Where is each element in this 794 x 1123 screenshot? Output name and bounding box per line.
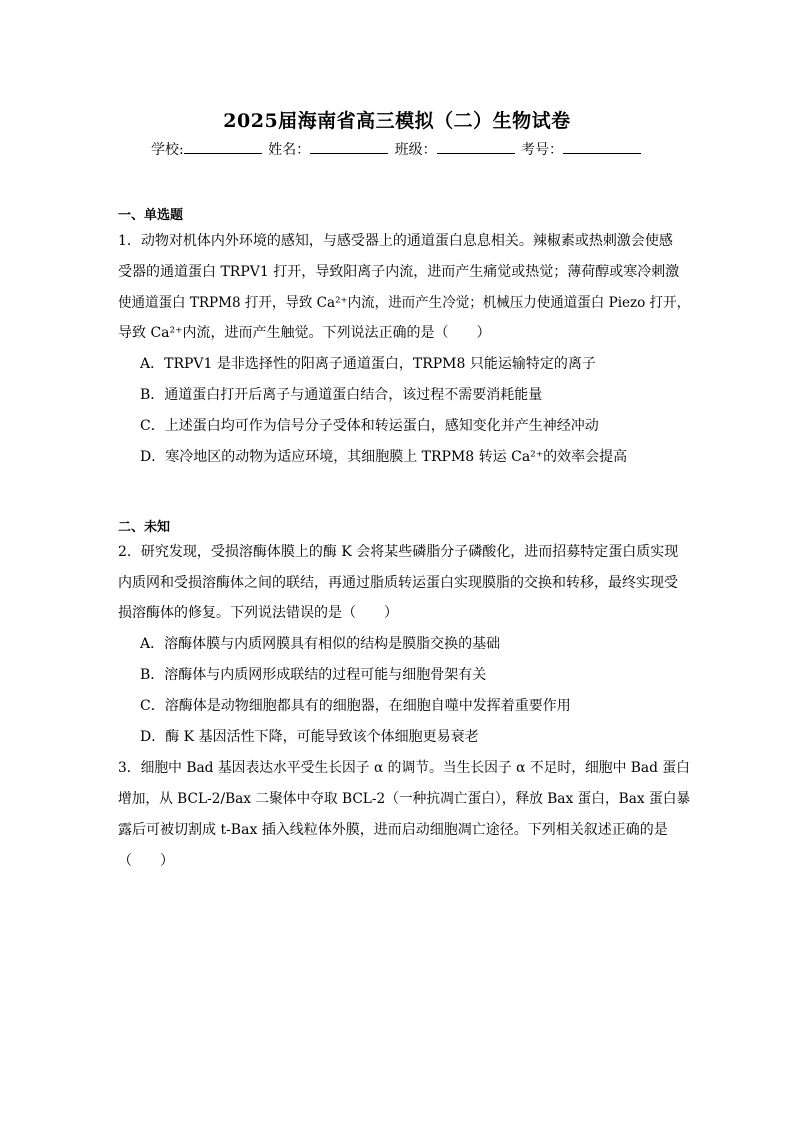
- question-2-line-2: 内质网和受损溶酶体之间的联结，再通过脂质转运蛋白实现膜脂的交换和转移，最终实现受: [118, 575, 678, 591]
- question-2-option-b: B．溶酶体与内质网形成联结的过程可能与细胞骨架有关: [140, 667, 487, 683]
- question-2-option-d: D．酶 K 基因活性下降，可能导致该个体细胞更易衰老: [140, 729, 479, 745]
- student-info-line: [0, 139, 794, 159]
- question-1-line-4: 导致 Ca²⁺内流，进而产生触觉。下列说法正确的是（ ）: [118, 325, 491, 341]
- section-heading-single-choice: 一、单选题: [118, 208, 184, 223]
- class-label: 班级：: [394, 142, 437, 158]
- question-1-line-2: 受器的通道蛋白 TRPV1 打开，导致阳离子内流，进而产生痛觉或热觉；薄荷醇或寒冷刺激: [118, 264, 680, 280]
- class-blank: [437, 141, 515, 154]
- question-1-line-1: 1．动物对机体内外环境的感知，与感受器上的通道蛋白息息相关。辣椒素或热刺激会使感: [118, 233, 673, 249]
- question-1-option-a: A．TRPV1 是非选择性的阳离子通道蛋白，TRPM8 只能运输特定的离子: [140, 356, 596, 372]
- question-3-line-1: 3．细胞中 Bad 基因表达水平受生长因子 α 的调节。当生长因子 α 不足时，细胞中 Bad 蛋白: [118, 760, 690, 776]
- name-blank: [310, 141, 388, 154]
- school-blank: [184, 141, 262, 154]
- question-2-line-1: 2．研究发现，受损溶酶体膜上的酶 K 会将某些磷脂分子磷酸化，进而招募特定蛋白质实现: [118, 544, 679, 560]
- exam-number-label: 考号：: [521, 142, 564, 158]
- question-3-line-2: 增加，从 BCL-2/Bax 二聚体中夺取 BCL-2（一种抗凋亡蛋白），释放 Bax 蛋白，Bax 蛋白暴: [118, 791, 691, 807]
- name-label: 姓名：: [268, 142, 311, 158]
- page-title: 2025届海南省高三模拟（二）生物试卷: [223, 110, 571, 132]
- question-1-option-c: C．上述蛋白均可作为信号分子受体和转运蛋白，感知变化并产生神经冲动: [140, 418, 599, 434]
- question-2-line-3: 损溶酶体的修复。下列说法错误的是（ ）: [118, 605, 398, 621]
- question-2-option-a: A．溶酶体膜与内质网膜具有相似的结构是膜脂交换的基础: [140, 636, 501, 652]
- question-2-option-c: C．溶酶体是动物细胞都具有的细胞器，在细胞自噬中发挥着重要作用: [140, 698, 571, 714]
- question-3-line-3: 露后可被切割成 t-Bax 插入线粒体外膜，进而启动细胞凋亡途径。下列相关叙述正确的是: [118, 822, 668, 838]
- exam-number-blank: [563, 141, 641, 154]
- question-1-option-d: D．寒冷地区的动物为适应环境，其细胞膜上 TRPM8 转运 Ca²⁺的效率会提高: [140, 449, 628, 465]
- question-3-line-4: （ ）: [118, 853, 174, 869]
- question-1-option-b: B．通道蛋白打开后离子与通道蛋白结合，该过程不需要消耗能量: [140, 387, 543, 403]
- question-1-line-3: 使通道蛋白 TRPM8 打开，导致 Ca²⁺内流，进而产生冷觉；机械压力使通道蛋白 Piezo 打开，: [118, 295, 691, 311]
- section-heading-unknown: 二、未知: [118, 520, 171, 535]
- school-label: 学校:: [150, 142, 184, 158]
